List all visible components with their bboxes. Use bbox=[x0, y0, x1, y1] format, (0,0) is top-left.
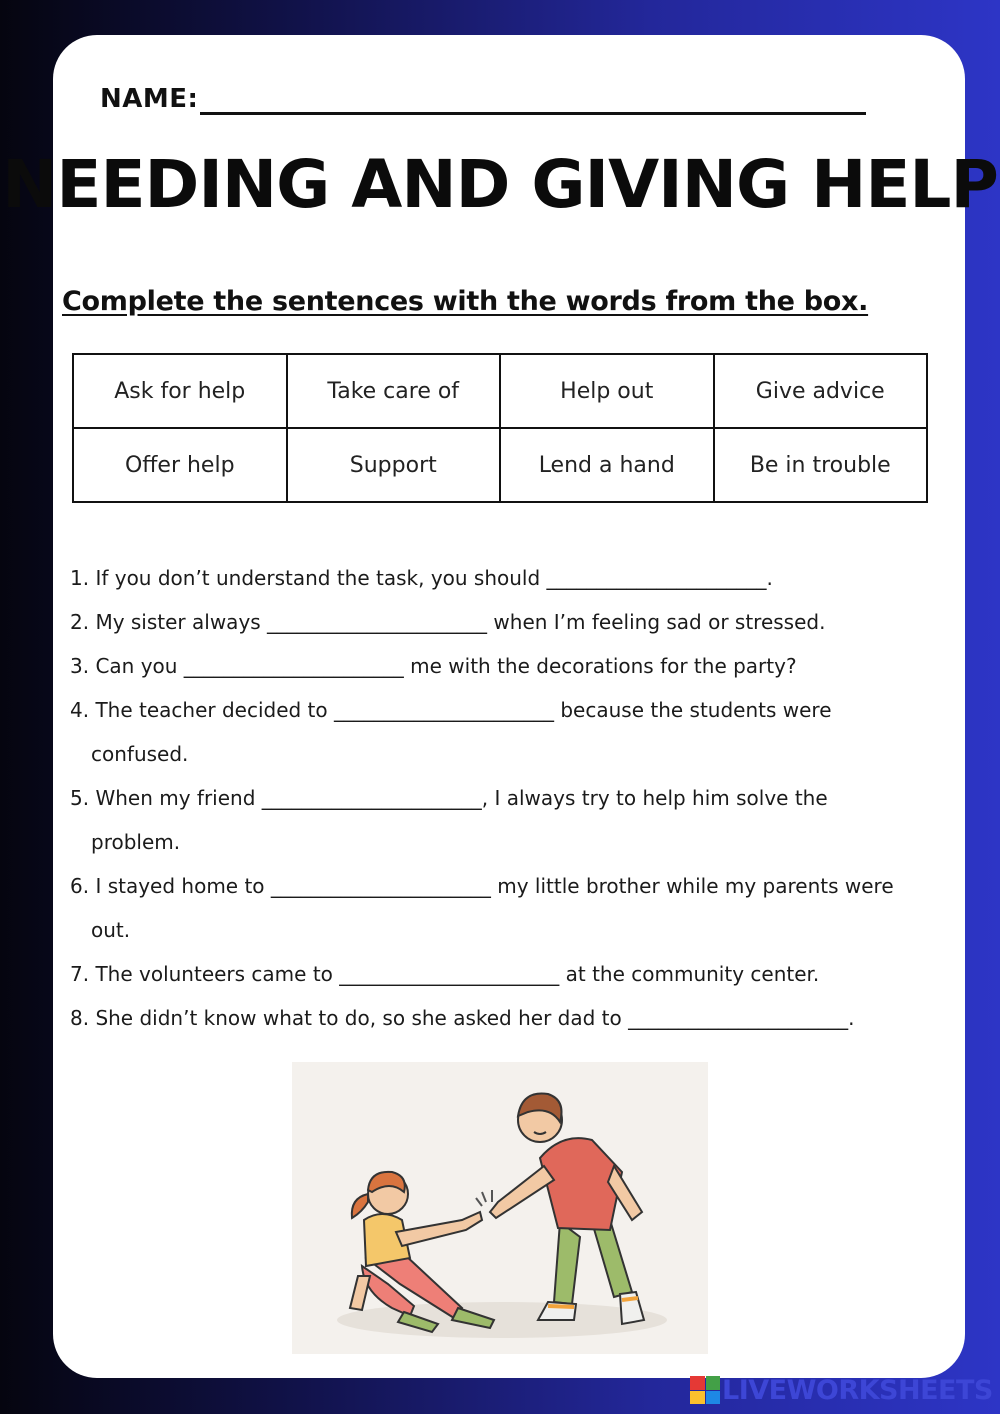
question-item[interactable] bbox=[70, 952, 970, 996]
logo-tile bbox=[690, 1376, 705, 1390]
question-text: 7. The volunteers came to ______________________ at the community center. bbox=[70, 962, 820, 986]
question-continuation: out. bbox=[91, 918, 131, 942]
question-continuation: problem. bbox=[91, 830, 181, 854]
question-continuation: confused. bbox=[91, 742, 189, 766]
page-title: NEEDING AND GIVING HELP bbox=[2, 146, 998, 223]
question-item[interactable] bbox=[70, 996, 970, 1040]
liveworksheets-logo bbox=[690, 1376, 720, 1404]
hand-spark-lines bbox=[476, 1190, 492, 1206]
question-text: 8. She didn’t know what to do, so she asked her dad to ______________________. bbox=[70, 1006, 855, 1030]
instructions-heading: Complete the sentences with the words from the box. bbox=[62, 286, 869, 317]
logo-tile bbox=[706, 1376, 721, 1390]
logo-tile bbox=[690, 1391, 705, 1405]
question-item[interactable] bbox=[70, 776, 970, 864]
ground-shadow bbox=[337, 1302, 667, 1338]
word-box-cell: Lend a hand bbox=[500, 428, 714, 502]
word-box-cell: Take care of bbox=[287, 354, 501, 428]
question-item[interactable] bbox=[70, 600, 970, 644]
word-box-cell: Give advice bbox=[714, 354, 928, 428]
helping-hand-illustration bbox=[292, 1062, 708, 1354]
word-box-row bbox=[73, 354, 927, 428]
question-text: 3. Can you ______________________ me with the decorations for the party? bbox=[70, 654, 797, 678]
watermark-brand-text: LIVEWORKSHEETS bbox=[722, 1374, 993, 1406]
name-input-line[interactable] bbox=[200, 112, 866, 115]
question-item[interactable] bbox=[70, 644, 970, 688]
question-text: 1. If you don’t understand the task, you should ______________________. bbox=[70, 566, 773, 590]
word-box bbox=[72, 353, 928, 503]
question-text: 2. My sister always ______________________ when I’m feeling sad or stressed. bbox=[70, 610, 826, 634]
liveworksheets-watermark bbox=[690, 1374, 993, 1406]
word-box-cell: Support bbox=[287, 428, 501, 502]
boy-figure bbox=[490, 1093, 644, 1324]
word-box-row bbox=[73, 428, 927, 502]
question-text: 6. I stayed home to ______________________ my little brother while my parents were bbox=[70, 874, 894, 898]
name-label: NAME: bbox=[100, 84, 199, 114]
question-text: 5. When my friend ______________________, I always try to help him solve the bbox=[70, 786, 828, 810]
question-item[interactable] bbox=[70, 556, 970, 600]
question-item[interactable] bbox=[70, 864, 970, 952]
word-box-cell: Help out bbox=[500, 354, 714, 428]
question-text: 4. The teacher decided to ______________________ because the students were bbox=[70, 698, 832, 722]
word-box-cell: Be in trouble bbox=[714, 428, 928, 502]
word-box-cell: Offer help bbox=[73, 428, 287, 502]
question-item[interactable] bbox=[70, 688, 970, 776]
word-box-cell: Ask for help bbox=[73, 354, 287, 428]
logo-tile bbox=[706, 1391, 721, 1405]
question-list bbox=[70, 556, 970, 1040]
illustration-svg bbox=[292, 1062, 708, 1354]
